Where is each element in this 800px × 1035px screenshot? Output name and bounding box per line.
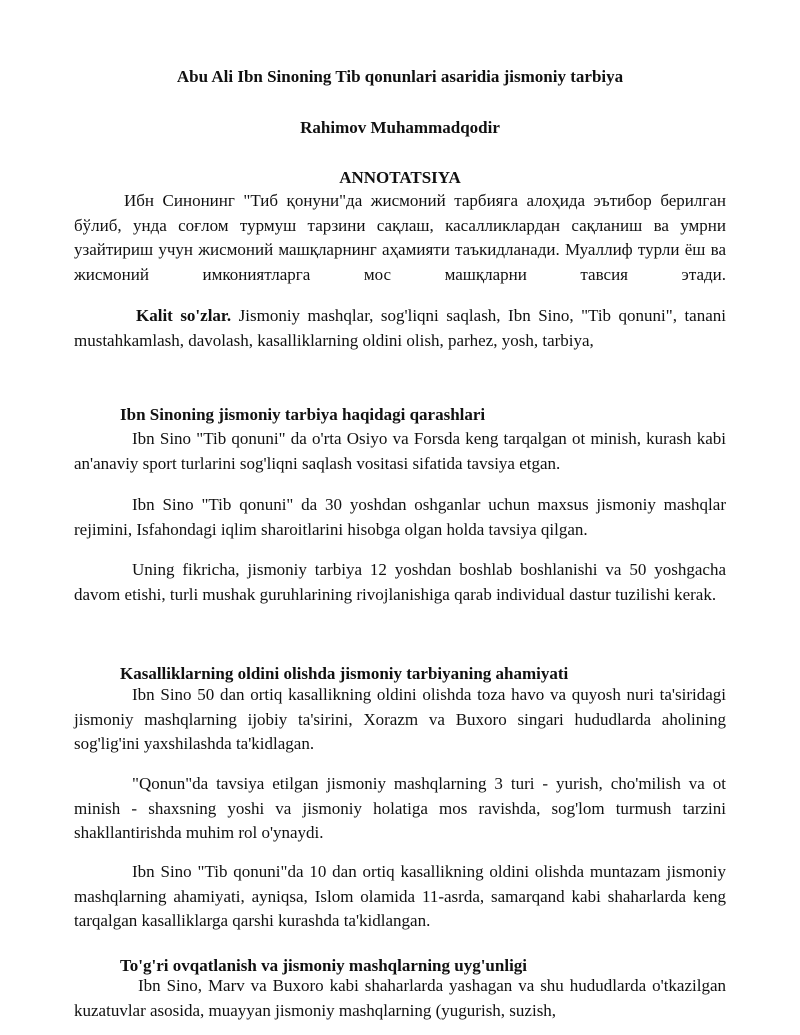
section-paragraph: Ibn Sino 50 dan ortiq kasallikning oldini olishda toza havo va quyosh nuri ta'siridagi jismoniy mashqlarning ijobiy ta'sirini, Xorazm va Buxoro singari hududlarda aholining sog'lig'ini yaxshilashda ta'kidlagan. <box>74 685 726 753</box>
annotation-heading: ANNOTATSIYA <box>339 168 461 187</box>
keywords-paragraph <box>74 304 726 353</box>
section-paragraph: Ibn Sino "Tib qonuni" da o'rta Osiyo va Forsda keng tarqalgan ot minish, kurash kabi an'anaviy sport turlarini sog'liqni saqlash vositasi sifatida tavsiya etgan. <box>74 429 726 473</box>
section-paragraph: "Qonun"da tavsiya etilgan jismoniy mashqlarning 3 turi - yurish, cho'milish va ot minish - shaxsning yoshi va jismoniy holatiga mos ravishda, sog'lom turmush tarzini shakllantirishda muhim rol o'ynaydi. <box>74 774 726 842</box>
section-paragraph: Ibn Sino, Marv va Buxoro kabi shaharlarda yashagan va shu hududlarda o'tkazilgan kuzatuvlar asosida, muayyan jismoniy mashqlarning (yugurish, suzish, <box>74 976 726 1020</box>
section-heading: To'g'ri ovqatlanish va jismoniy mashqlarning uyg'unligi <box>120 956 528 975</box>
section-paragraph: Ibn Sino "Tib qonuni" da 30 yoshdan oshganlar uchun maxsus jismoniy mashqlar rejimini, Isfahondagi iqlim sharoitlarini hisobga olgan holda tavsiya qilgan. <box>74 495 726 539</box>
section-paragraph: Ibn Sino "Tib qonuni"da 10 dan ortiq kasallikning oldini olishda muntazam jismoniy mashqlarning ahamiyati, ayniqsa, Islom olamida 11-asrda, samarqand kabi shaharlarda keng tarqalgan kasalliklarga qarshi kurashda ta'kidlangan. <box>74 862 726 930</box>
section-heading: Kasalliklarning oldini olishda jismoniy tarbiyaning ahamiyati <box>120 664 569 683</box>
keywords-label: Kalit so'zlar. <box>136 306 232 325</box>
author-name: Rahimov Muhammadqodir <box>300 118 500 137</box>
document-title: Abu Ali Ibn Sinoning Tib qonunlari asaridia jismoniy tarbiya <box>176 67 624 86</box>
section-paragraph: Uning fikricha, jismoniy tarbiya 12 yoshdan boshlab boshlanishi va 50 yoshgacha davom etishi, turli mushak guruhlarining rivojlanishiga qarab individual dastur tuzilishi kerak. <box>74 560 726 604</box>
keywords-list: Jismoniy mashqlar, sog'liqni saqlash, Ibn Sino, "Tib qonuni", tanani mustahkamlash, davolash, kasalliklarning oldini olish, parhez, yosh, tarbiya, <box>74 306 726 350</box>
section-heading: Ibn Sinoning jismoniy tarbiya haqidagi qarashlari <box>120 405 486 424</box>
annotation-paragraph: Ибн Синонинг "Тиб қонуни"да жисмоний тарбияга алоҳида эътибор берилган бўлиб, унда соғлом турмуш тарзини сақлаш, касалликлардан сақланиш ва умрни узайтириш учун жисмоний машқларнинг аҳамияти таъкидланади. Муаллиф турли ёш ва жисмоний имкониятларга мос машқларни тавсия этади. <box>74 191 726 284</box>
